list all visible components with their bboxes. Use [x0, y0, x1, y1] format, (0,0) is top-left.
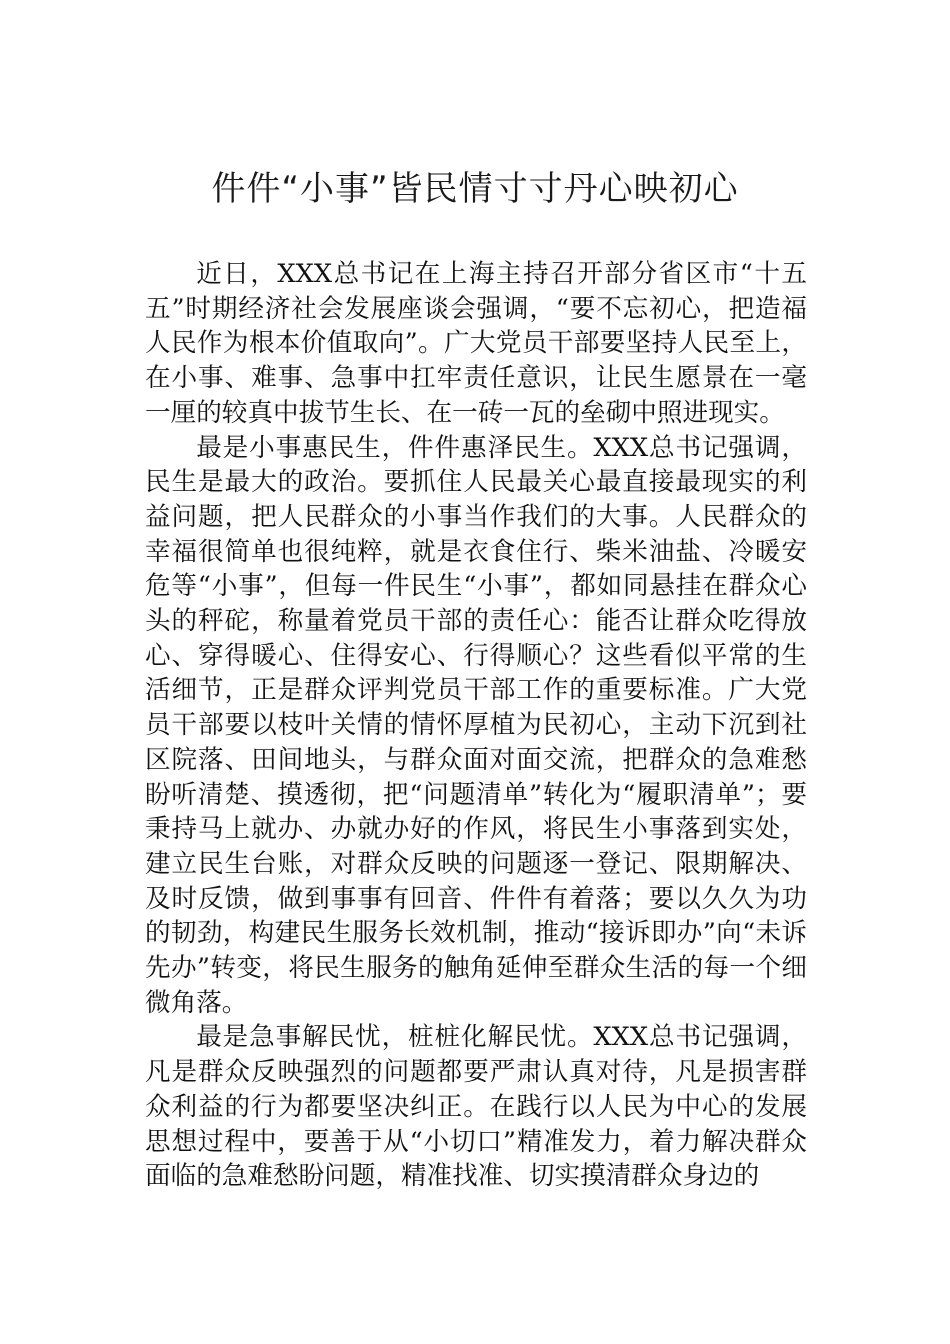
document-body: [145, 257, 807, 1194]
paragraph-2: 最是小事惠民生，件件惠泽民生。XXX总书记强调，民生是最大的政治。要抓住人民最关心最直接最现实的利益问题，把人民群众的小事当作我们的大事。人民群众的幸福很简单也很纯粹，就是衣食住行、柴米油盐、冷暖安危等“小事”，但每一件民生“小事”，都如同悬挂在群众心头的秤砣，称量着党员干部的责任心：能否让群众吃得放心、穿得暖心、住得安心、行得顺心？这些看似平常的生活细节，正是群众评判党员干部工作的重要标准。广大党员干部要以枝叶关情的情怀厚植为民初心，主动下沉到社区院落、田间地头，与群众面对面交流，把群众的急难愁盼听清楚、摸透彻，把“问题清单”转化为“履职清单”；要秉持马上就办、办就办好的作风，将民生小事落到实处，建立民生台账，对群众反映的问题逐一登记、限期解决、及时反馈，做到事事有回音、件件有着落；要以久久为功的韧劲，构建民生服务长效机制，推动“接诉即办”向“未诉先办”转变，将民生服务的触角延伸至群众生活的每一个细微角落。: [145, 432, 807, 1018]
paragraph-3: 最是急事解民忧，桩桩化解民忧。XXX总书记强调，凡是群众反映强烈的问题都要严肃认真对待，凡是损害群众利益的行为都要坚决纠正。在践行以人民为中心的发展思想过程中，要善于从“小切口”精准发力，着力解决群众面临的急难愁盼问题，精准找准、切实摸清群众身边的: [145, 1022, 807, 1192]
paragraph-1: 近日，XXX总书记在上海主持召开部分省区市“十五五”时期经济社会发展座谈会强调，“要不忘初心，把造福人民作为根本价值取向”。广大党员干部要坚持人民至上，在小事、难事、急事中扛牢责任意识，让民生愿景在一毫一厘的较真中拔节生长、在一砖一瓦的垒砌中照进现实。: [145, 259, 807, 428]
document-title: 件件“小事”皆民情寸寸丹心映初心: [211, 169, 739, 209]
